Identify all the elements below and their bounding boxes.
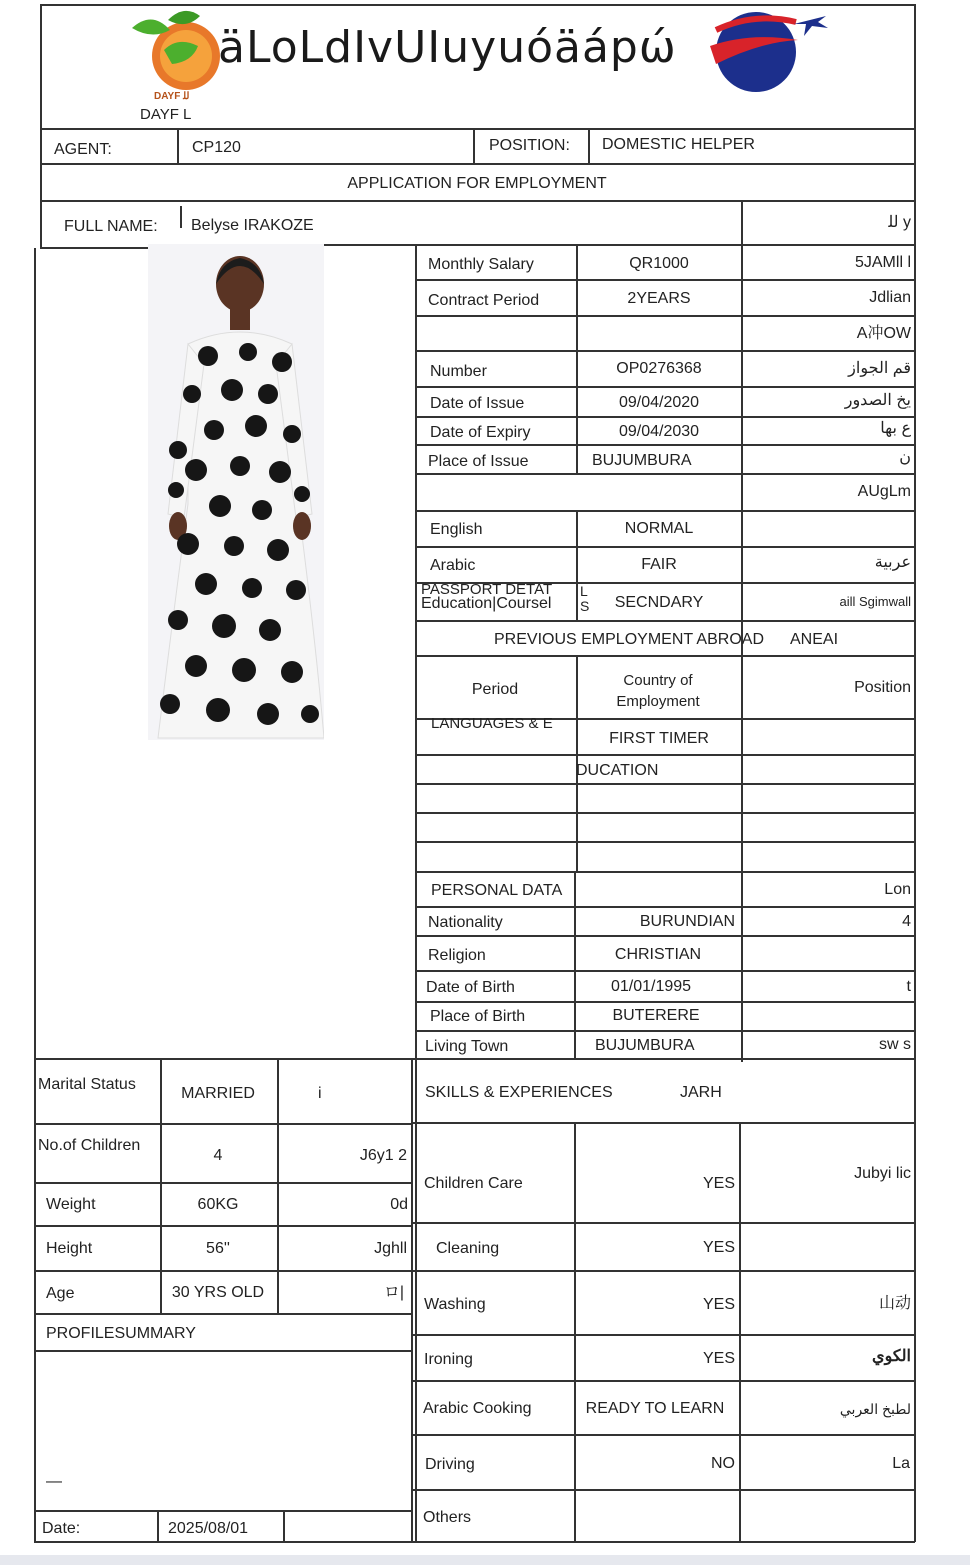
height-value: 56'' <box>206 1240 230 1257</box>
date-value: 2025/08/01 <box>168 1520 249 1537</box>
position-value: DOMESTIC HELPER <box>602 136 755 153</box>
profile-summary-mark: — <box>46 1473 62 1490</box>
row-divider <box>415 350 915 352</box>
row-divider <box>34 1123 412 1125</box>
date-of-expiry-value: 09/04/2030 <box>618 423 700 440</box>
skill-driving-label: Driving <box>425 1456 475 1473</box>
dob-arabic: t <box>906 978 911 995</box>
frame-left-top <box>40 4 42 248</box>
age-value: 30 YRS OLD <box>171 1284 265 1301</box>
pob-value: BUTERERE <box>612 1007 700 1024</box>
row-divider <box>415 444 915 446</box>
frame-left <box>34 248 36 1542</box>
english-label: English <box>430 521 483 538</box>
skill-washing-label: Washing <box>424 1296 486 1313</box>
arabic-arabic: عربية <box>874 554 911 571</box>
contract-period-value: 2YEARS <box>627 290 691 307</box>
company-logo <box>128 6 228 102</box>
skill-driving-value: NO <box>711 1455 735 1472</box>
row-divider <box>34 1510 412 1512</box>
skill-cleaning-value: YES <box>702 1239 735 1256</box>
date-of-issue-value: 09/04/2020 <box>618 394 700 411</box>
row-divider <box>415 473 915 475</box>
skill-ironing-value: YES <box>702 1350 735 1367</box>
full-name-arabic: ﻟﻠ y <box>888 214 911 231</box>
passport-number-label: Number <box>430 363 487 380</box>
age-arabic: ロ| <box>383 1284 404 1301</box>
place-of-issue-arabic: ن <box>899 449 911 466</box>
row-divider <box>40 163 915 165</box>
logo-caption: DAYF L <box>140 106 192 123</box>
dob-label: Date of Birth <box>426 979 515 996</box>
column-divider <box>739 1122 741 1542</box>
skill-children-care-arabic: Jubyi lic <box>854 1165 911 1182</box>
row-divider <box>415 386 915 388</box>
children-value: 4 <box>213 1147 223 1164</box>
row-divider <box>34 1313 412 1315</box>
column-divider-main <box>415 244 417 1542</box>
children-arabic: J6y1 2 <box>359 1147 407 1164</box>
skill-ironing-arabic: الكوي <box>872 1348 911 1365</box>
row-divider <box>411 1334 915 1336</box>
education-overlap: DUCATION <box>576 762 659 779</box>
full-name-label: FULL NAME: <box>64 218 158 235</box>
row-divider <box>34 1225 412 1227</box>
logo-brand-text: DAYF ﻟﻠ <box>154 91 190 102</box>
religion-label: Religion <box>428 947 486 964</box>
height-arabic: Jghll <box>374 1240 407 1257</box>
contract-period-arabic: Jdlian <box>869 289 911 306</box>
agent-label: AGENT: <box>54 141 112 158</box>
col-period: Period <box>471 681 519 698</box>
religion-value: CHRISTIAN <box>614 946 702 963</box>
row-divider <box>40 200 915 202</box>
weight-label: Weight <box>46 1196 96 1213</box>
column-divider-value <box>576 351 578 473</box>
airline-logo <box>700 6 830 94</box>
marital-status-value: MARRIED <box>181 1085 255 1102</box>
cell-divider <box>588 128 590 164</box>
skill-arabic-cooking-arabic: لطبخ العربي <box>839 1401 911 1417</box>
row-divider <box>324 244 915 246</box>
row-divider <box>415 906 915 908</box>
row-divider <box>415 783 915 785</box>
row-divider <box>415 1030 915 1032</box>
date-of-expiry-arabic: ع ﺑﻬﺎ <box>880 420 911 437</box>
row-divider <box>415 935 915 937</box>
row-divider <box>415 620 915 622</box>
column-divider <box>574 1122 576 1542</box>
passport-detail-overlap: PASSPORT DETAT <box>421 581 553 598</box>
col-position: Position <box>854 679 911 696</box>
date-of-issue-label: Date of Issue <box>430 395 525 412</box>
education-arabic: aill Sgimwall <box>839 594 911 609</box>
skill-arabic-cooking-label: Arabic Cooking <box>423 1400 532 1417</box>
row-divider <box>34 1350 412 1352</box>
row-divider <box>415 812 915 814</box>
full-name-value: Belyse IRAKOZE <box>191 217 314 234</box>
row-divider <box>415 416 915 418</box>
row-divider <box>415 315 915 317</box>
row-divider <box>415 1001 915 1003</box>
marital-status-label: Marital Status <box>38 1076 136 1093</box>
row-divider <box>411 1380 915 1382</box>
application-title: APPLICATION FOR EMPLOYMENT <box>347 175 607 192</box>
agent-value: CP120 <box>192 139 241 156</box>
profile-summary-label: PROFILESUMMARY <box>46 1325 196 1342</box>
languages-overlap: LANGUAGES & E <box>431 715 553 732</box>
passport-header-arabic: A冲OW <box>856 325 911 342</box>
header-divider <box>40 128 915 130</box>
language-header-arabic: AUgLm <box>857 483 911 500</box>
skill-children-care-label: Children Care <box>424 1175 523 1192</box>
marital-status-arabic: i <box>318 1085 322 1102</box>
contract-period-label: Contract Period <box>428 292 540 309</box>
nationality-value: BURUNDIAN <box>639 913 735 930</box>
frame-bottom <box>34 1541 915 1543</box>
salary-label: Monthly Salary <box>428 256 534 273</box>
row-divider <box>415 841 915 843</box>
living-town-arabic: sw s <box>879 1036 911 1053</box>
place-of-issue-label: Place of Issue <box>428 453 529 470</box>
column-divider-value <box>576 316 578 351</box>
salary-arabic: 5JAMll l <box>854 254 911 271</box>
frame-right <box>914 4 916 1542</box>
passport-number-arabic: قم الجواز <box>848 360 911 377</box>
row-divider <box>415 754 915 756</box>
living-town-value: BUJUMBURA <box>595 1037 695 1054</box>
row-divider <box>34 1270 412 1272</box>
date-of-expiry-label: Date of Expiry <box>430 424 531 441</box>
height-label: Height <box>46 1240 93 1257</box>
column-divider <box>283 1510 285 1542</box>
row-divider <box>411 1222 915 1224</box>
weight-arabic: 0d <box>390 1196 408 1213</box>
arabic-value: FAIR <box>641 556 677 573</box>
personal-data-title: PERSONAL DATA <box>431 882 563 899</box>
skill-washing-arabic: 山动 <box>878 1295 911 1312</box>
skill-cleaning-label: Cleaning <box>436 1240 500 1257</box>
row-divider <box>411 1270 915 1272</box>
english-value: NORMAL <box>624 520 694 537</box>
skills-title: SKILLS & EXPERIENCES <box>425 1084 613 1101</box>
passport-number-value: OP0276368 <box>616 360 702 377</box>
skills-arabic: JARH <box>680 1084 722 1101</box>
living-town-label: Living Town <box>425 1038 509 1055</box>
education-value: SECNDARY <box>614 594 704 611</box>
column-divider <box>157 1510 159 1542</box>
weight-value: 60KG <box>197 1196 239 1213</box>
nationality-label: Nationality <box>428 914 503 931</box>
column-divider <box>160 1058 162 1314</box>
place-of-issue-value: BUJUMBURA <box>592 452 692 469</box>
skill-children-care-value: YES <box>702 1175 735 1192</box>
nationality-arabic: 4 <box>902 913 911 930</box>
col-country: Country of Employment <box>616 672 700 710</box>
skill-driving-arabic: La <box>892 1455 910 1472</box>
row-divider <box>411 1434 915 1436</box>
children-label: No.of Children <box>38 1137 141 1154</box>
row-divider <box>415 655 915 657</box>
candidate-photo <box>148 244 324 740</box>
column-divider-value <box>576 510 578 620</box>
arabic-label: Arabic <box>430 557 476 574</box>
salary-value: QR1000 <box>629 255 689 272</box>
dob-value: 01/01/1995 <box>610 978 692 995</box>
row-divider <box>34 1182 412 1184</box>
first-timer: FIRST TIMER <box>609 730 709 747</box>
age-label: Age <box>46 1285 75 1302</box>
row-divider <box>415 279 915 281</box>
skill-arabic-cooking-value: READY TO LEARN <box>585 1400 725 1417</box>
cell-divider <box>473 128 475 164</box>
date-label: Date: <box>42 1520 81 1537</box>
column-divider <box>277 1058 279 1314</box>
row-divider <box>415 871 915 873</box>
cell-divider <box>180 206 182 228</box>
skill-others-label: Others <box>423 1509 472 1526</box>
column-divider <box>411 1058 413 1542</box>
personal-data-arabic: Lon <box>884 881 911 898</box>
row-divider <box>411 1489 915 1491</box>
row-divider <box>411 1122 915 1124</box>
cell-divider <box>177 128 179 164</box>
skill-washing-value: YES <box>702 1296 735 1313</box>
page-title: äLoLdIvUIuyuóäápώ <box>218 22 677 73</box>
pob-label: Place of Birth <box>430 1008 526 1025</box>
position-label: POSITION: <box>489 137 570 154</box>
row-divider <box>34 1058 915 1060</box>
previous-employment-title: PREVIOUS EMPLOYMENT ABROAD <box>494 631 764 648</box>
date-of-issue-arabic: يخ الصدور <box>844 392 911 409</box>
skill-ironing-label: Ironing <box>424 1351 473 1368</box>
row-divider <box>415 510 915 512</box>
window-bottom-bar <box>0 1555 970 1565</box>
previous-employment-arabic: ANEAI <box>790 631 839 648</box>
row-divider <box>415 546 915 548</box>
education-label: Education|Coursel <box>421 595 552 612</box>
row-divider <box>415 970 915 972</box>
ls-overlap: L S <box>580 583 590 615</box>
